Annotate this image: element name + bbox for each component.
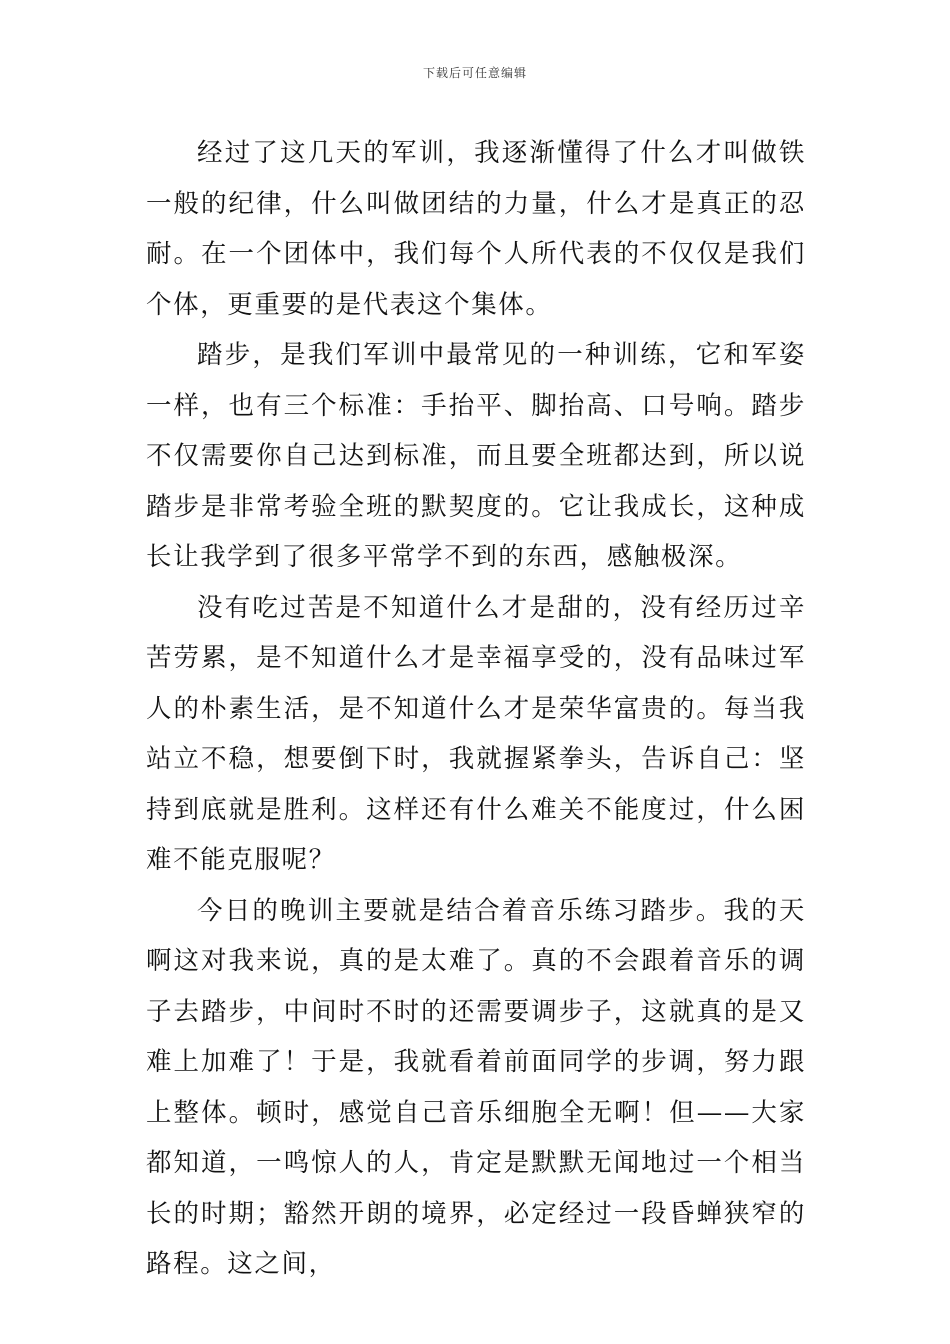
- paragraph-1: 经过了这几天的军训，我逐渐懂得了什么才叫做铁一般的纪律，什么叫做团结的力量，什么才是真正的忍耐。在一个团体中，我们每个人所代表的不仅仅是我们个体，更重要的是代表这个集体。: [146, 138, 806, 320]
- paragraph-3: 没有吃过苦是不知道什么才是甜的，没有经历过辛苦劳累，是不知道什么才是幸福享受的，没有品味过军人的朴素生活，是不知道什么才是荣华富贵的。每当我站立不稳，想要倒下时，我就握紧拳头，告诉自己：坚持到底就是胜利。这样还有什么难关不能度过，什么困难不能克服呢？: [146, 592, 806, 875]
- document-body: [146, 128, 806, 1290]
- paragraph-4: 今日的晚训主要就是结合着音乐练习踏步。我的天啊这对我来说，真的是太难了。真的不会跟着音乐的调子去踏步，中间时不时的还需要调步子，这就真的是又难上加难了！于是，我就看着前面同学的步调，努力跟上整体。顿时，感觉自己音乐细胞全无啊！但——大家都知道，一鸣惊人的人，肯定是默默无闻地过一个相当长的时期；豁然开朗的境界，必定经过一段昏蝉狭窄的路程。这之间，: [146, 895, 806, 1279]
- page-header: 下载后可任意编辑: [422, 66, 527, 80]
- paragraph-2: 踏步，是我们军训中最常见的一种训练，它和军姿一样，也有三个标准：手抬平、脚抬高、口号响。踏步不仅需要你自己达到标准，而且要全班都达到，所以说踏步是非常考验全班的默契度的。它让我成长，这种成长让我学到了很多平常学不到的东西，感触极深。: [146, 340, 806, 572]
